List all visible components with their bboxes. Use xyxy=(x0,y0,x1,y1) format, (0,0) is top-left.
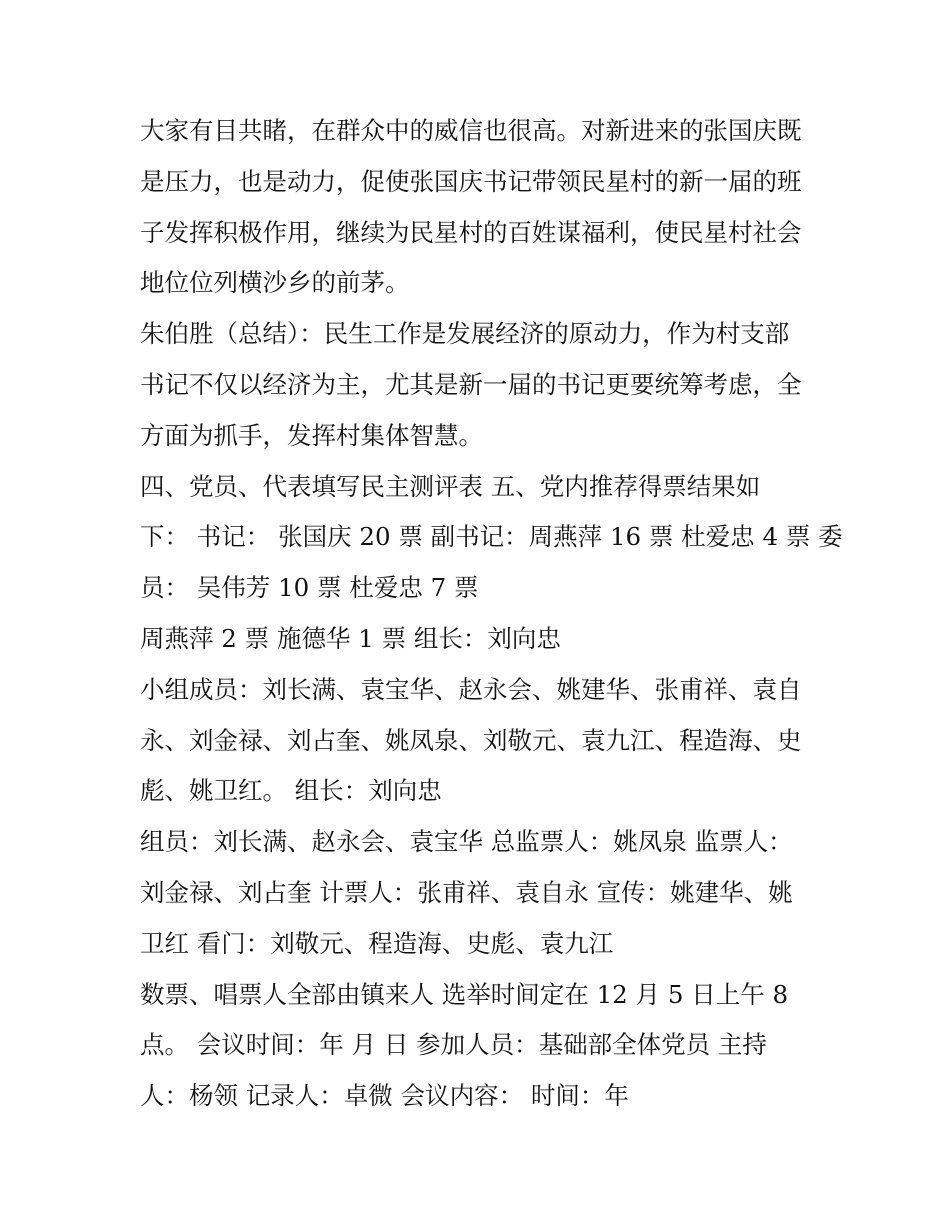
body-text xyxy=(140,106,843,1122)
text-line: 方面为抓手，发挥村集体智慧。 xyxy=(140,420,483,450)
text-line: 地位位列横沙乡的前茅。 xyxy=(140,268,410,298)
text-line: 卫红 看门：刘敬元、程造海、史彪、袁九江 xyxy=(140,928,614,958)
text-line: 下： 书记： 张国庆 20 票 副书记：周燕萍 16 票 杜爱忠 4 票 委 xyxy=(140,522,843,552)
text-line: 员： 吴伟芳 10 票 杜爱忠 7 票 xyxy=(140,573,479,603)
text-line: 是压力，也是动力，促使张国庆书记带领民星村的新一届的班 xyxy=(140,166,802,196)
text-line: 彪、姚卫红。 组长：刘向忠 xyxy=(140,776,442,806)
text-line: 人：杨领 记录人：卓微 会议内容： 时间：年 xyxy=(140,1081,629,1111)
text-line: 大家有目共睹，在群众中的威信也很高。对新进来的张国庆既 xyxy=(140,116,802,145)
text-line: 朱伯胜（总结）：民生工作是发展经济的原动力，作为村支部 xyxy=(140,319,790,349)
text-line: 子发挥积极作用，继续为民星村的百姓谋福利，使民星村社会 xyxy=(140,217,802,247)
text-line: 书记不仅以经济为主，尤其是新一届的书记更要统筹考虑，全 xyxy=(140,369,802,399)
text-line: 刘金禄、刘占奎 计票人：张甫祥、袁自永 宣传：姚建华、姚 xyxy=(140,877,793,907)
text-line: 四、党员、代表填写民主测评表 五、党内推荐得票结果如 xyxy=(140,471,761,501)
text-line: 小组成员：刘长满、袁宝华、赵永会、姚建华、张甫祥、袁自 xyxy=(140,674,802,704)
text-line: 周燕萍 2 票 施德华 1 票 组长：刘向忠 xyxy=(140,623,561,653)
text-line: 组员：刘长满、赵永会、袁宝华 总监票人：姚凤泉 监票人： xyxy=(140,827,793,857)
text-line: 永、刘金禄、刘占奎、姚凤泉、刘敬元、袁九江、程造海、史 xyxy=(140,725,802,755)
text-line: 数票、唱票人全部由镇来人 选举时间定在 12 月 5 日上午 8 xyxy=(140,979,789,1009)
text-line: 点。 会议时间：年 月 日 参加人员：基础部全体党员 主持 xyxy=(140,1030,767,1060)
